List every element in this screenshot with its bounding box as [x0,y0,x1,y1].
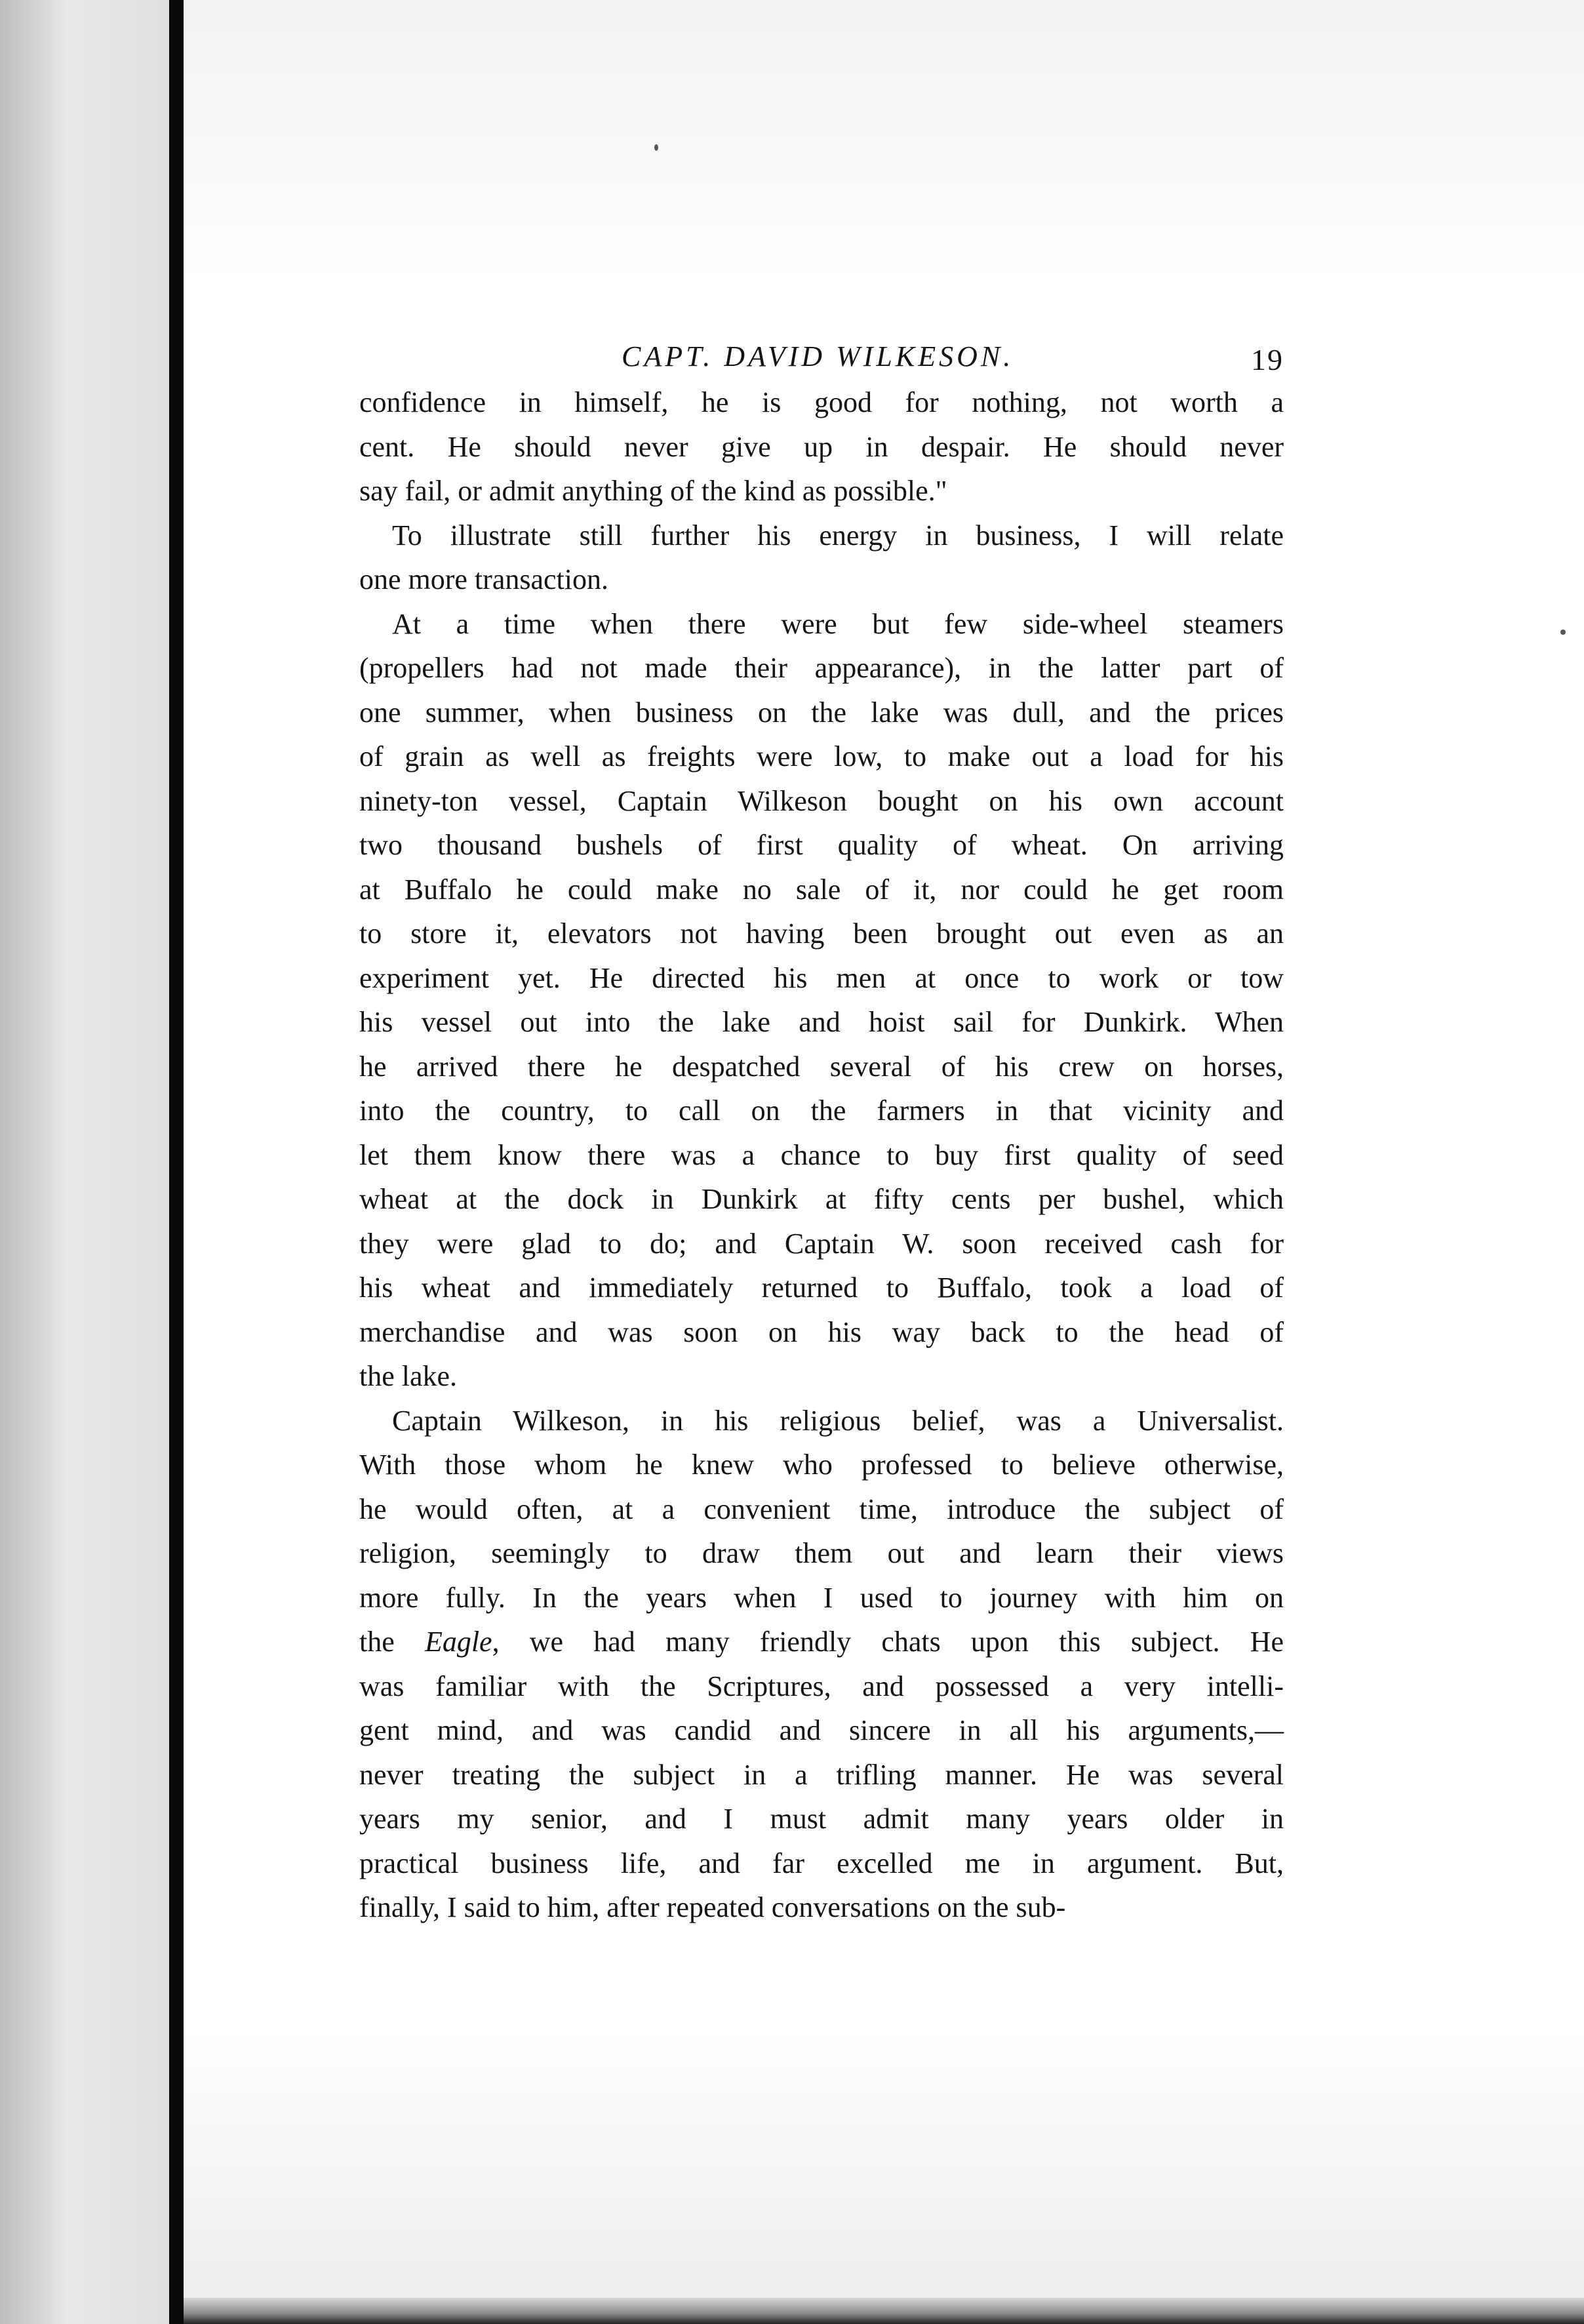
text-line: his vessel out into the lake and hoist sail for Dunkirk. When [359,1006,1284,1038]
text-line: let them know there was a chance to buy first quality of seed [359,1138,1284,1171]
text-line: confidence in himself, he is good for nothing, not worth a [359,386,1284,418]
paragraph [359,513,1284,602]
running-head [359,328,1284,380]
page-bottom-edge [184,2298,1584,2324]
text-line: say fail, or admit anything of the kind as possible." [359,475,947,507]
page-text [359,328,1284,1930]
text-line: never treating the subject in a trifling manner. He was several [359,1758,1284,1791]
text-line: finally, I said to him, after repeated conversations on the sub- [359,1891,1066,1923]
text-line: wheat at the dock in Dunkirk at fifty cents per bushel, which [359,1183,1284,1215]
text-line: more fully. In the years when I used to journey with him on [359,1581,1284,1614]
dust-speck [1560,630,1566,635]
dust-speck [654,144,658,151]
text-line: ninety-ton vessel, Captain Wilkeson bought on his own account [359,784,1284,817]
text-line: two thousand bushels of first quality of wheat. On arriving [359,829,1284,861]
text-line: was familiar with the Scriptures, and possessed a very intelli- [359,1670,1284,1702]
text-line: With those whom he knew who professed to believe otherwise, [359,1449,1284,1481]
text-line: years my senior, and I must admit many years older in [359,1803,1284,1835]
text-line: practical business life, and far excelled me in argument. But, [359,1847,1284,1879]
page-number: 19 [1251,343,1284,376]
left-page-edge [0,0,169,2324]
text-line: his wheat and immediately returned to Buffalo, took a load of [359,1272,1284,1304]
paragraph [359,380,1284,513]
text-line: At a time when there were but few side-wheel steamers [392,607,1284,640]
text-line: at Buffalo he could make no sale of it, nor could he get room [359,873,1284,906]
text-line: religion, seemingly to draw them out and learn their views [359,1537,1284,1569]
running-head-title: CAPT. DAVID WILKESON. [622,340,1014,372]
text-line: (propellers had not made their appearance), in the latter part of [359,652,1284,684]
text-line: into the country, to call on the farmers in that vicinity and [359,1094,1284,1127]
book-gutter [169,0,184,2324]
text-line: Captain Wilkeson, in his religious belief, was a Universalist. [392,1404,1284,1437]
text-line: of grain as well as freights were low, to make out a load for his [359,740,1284,772]
text-line: to store it, elevators not having been brought out even as an [359,917,1284,950]
paragraph [359,1399,1284,1930]
text-line: cent. He should never give up in despair. He should never [359,430,1284,463]
text-line: they were glad to do; and Captain W. soon received cash for [359,1227,1284,1260]
text-line: he would often, at a convenient time, introduce the subject of [359,1493,1284,1525]
text-line: he arrived there he despatched several of his crew on horses, [359,1050,1284,1083]
text-line: one summer, when business on the lake was dull, and the prices [359,696,1284,729]
body-text [359,380,1284,1930]
text-line: To illustrate still further his energy in business, I will relate [392,519,1284,551]
text-line: experiment yet. He directed his men at once to work or tow [359,961,1284,994]
text-line: the Eagle, we had many friendly chats upon this subject. He [359,1626,1284,1658]
text-line: gent mind, and was candid and sincere in all his arguments,— [359,1714,1284,1746]
text-line: the lake. [359,1360,458,1392]
paragraph [359,602,1284,1399]
text-line: merchandise and was soon on his way back to the head of [359,1315,1284,1348]
text-line: one more transaction. [359,563,608,595]
